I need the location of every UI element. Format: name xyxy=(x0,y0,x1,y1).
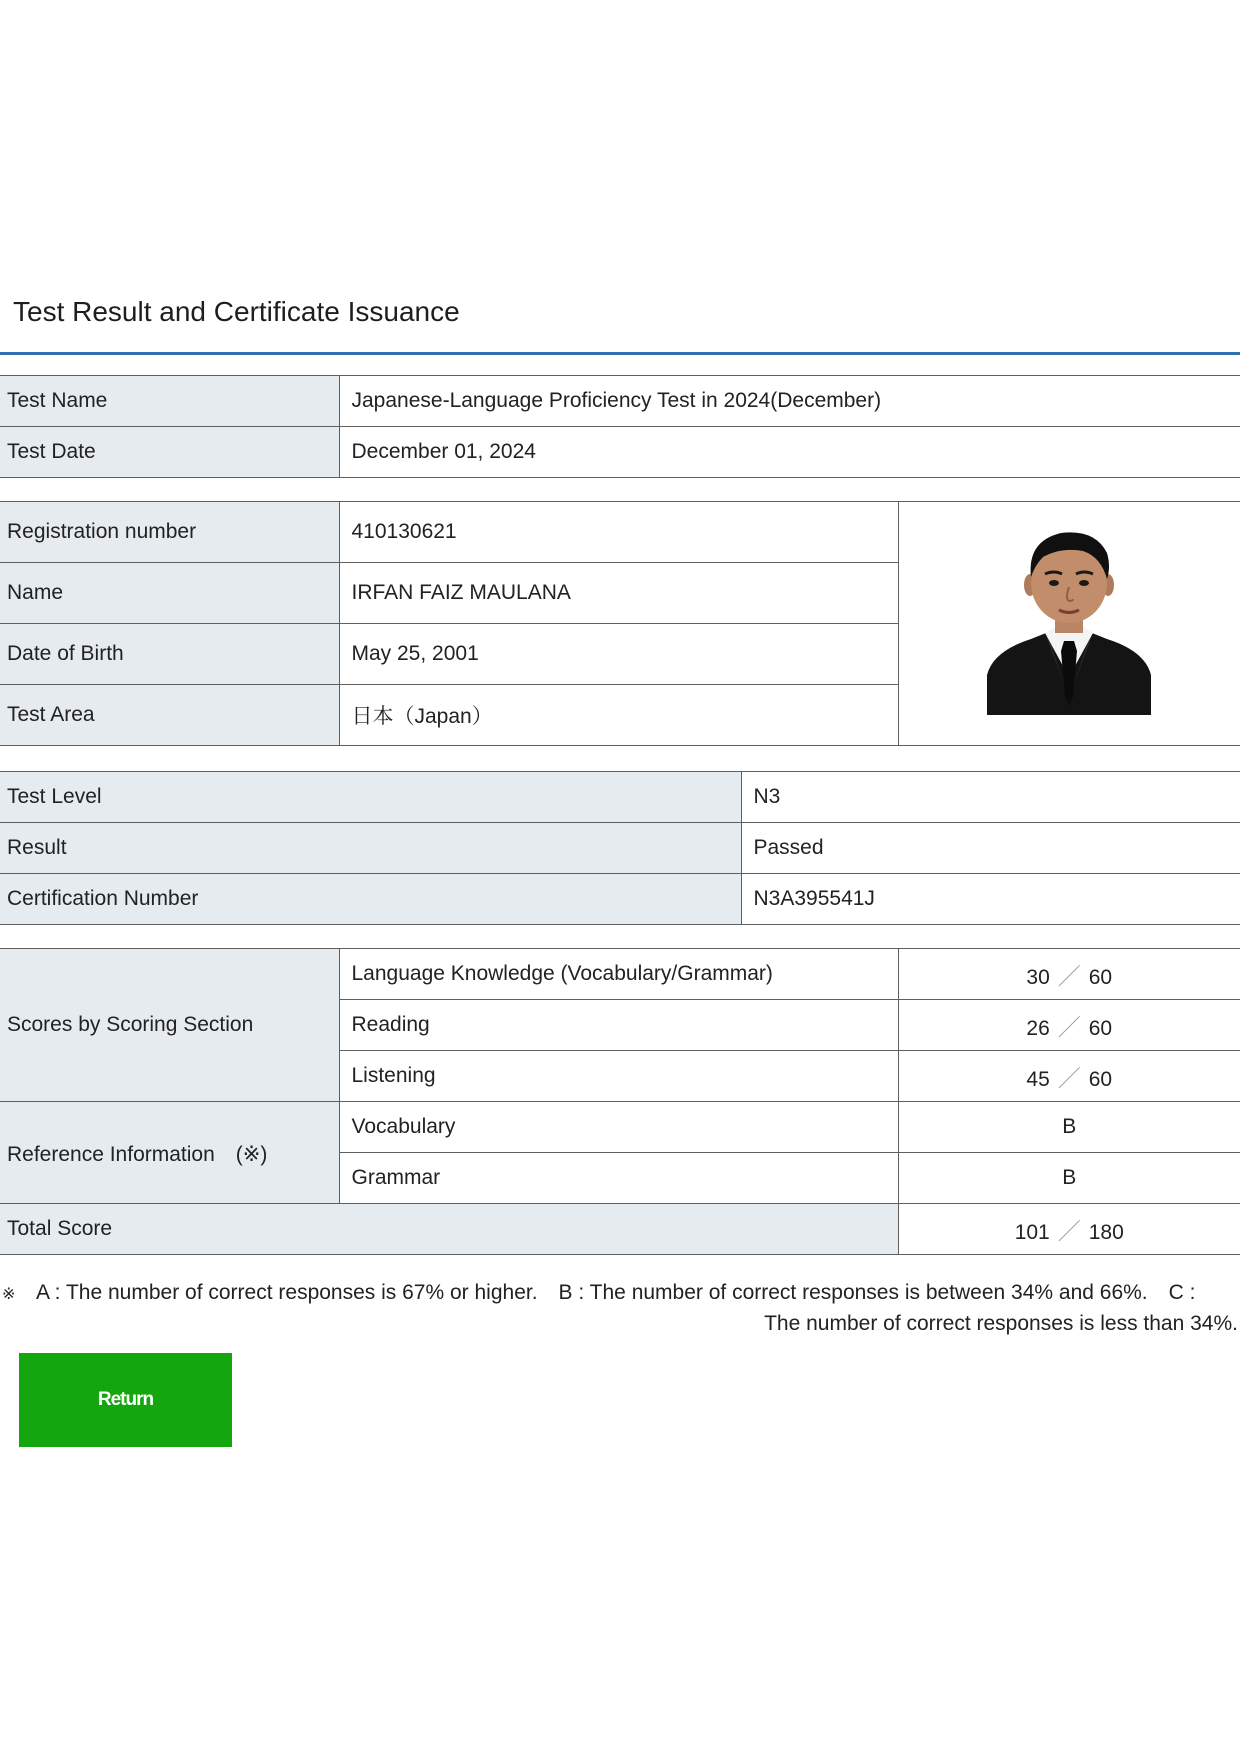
total-max: 180 xyxy=(1088,1220,1124,1244)
test-name-value: Japanese-Language Proficiency Test in 2024(December) xyxy=(339,376,1240,427)
table-row xyxy=(0,823,1240,874)
test-area-label: Test Area xyxy=(0,685,339,746)
test-name-label: Test Name xyxy=(0,376,339,427)
reference-name: Vocabulary xyxy=(339,1102,898,1153)
test-level-value: N3 xyxy=(741,772,1240,823)
registration-number-label: Registration number xyxy=(0,502,339,563)
reference-information-label: Reference Information (※) xyxy=(0,1102,339,1204)
certification-number-value: N3A395541J xyxy=(741,874,1240,925)
test-area-value: 日本（Japan） xyxy=(339,685,898,746)
result-table xyxy=(0,771,1240,925)
table-row xyxy=(0,427,1240,478)
examinee-info-table xyxy=(0,501,1240,746)
footnote-line-1 xyxy=(0,1278,1240,1309)
name-value: IRFAN FAIZ MAULANA xyxy=(339,563,898,624)
registration-number-value: 410130621 xyxy=(339,502,898,563)
section-name: Reading xyxy=(339,1000,898,1051)
title-divider xyxy=(0,352,1240,355)
table-row xyxy=(0,949,1240,1000)
total-score-label: Total Score xyxy=(0,1204,898,1255)
score-value: 30 xyxy=(1026,965,1050,989)
page-title: Test Result and Certificate Issuance xyxy=(13,296,460,327)
test-level-label: Test Level xyxy=(0,772,741,823)
total-score-value xyxy=(898,1204,1240,1255)
score-slash: ／ xyxy=(1057,1064,1081,1091)
score-max: 60 xyxy=(1088,1067,1113,1091)
test-date-label: Test Date xyxy=(0,427,339,478)
total-score: 101 xyxy=(1014,1220,1050,1244)
section-score xyxy=(898,1051,1240,1102)
score-slash: ／ xyxy=(1057,962,1081,989)
reference-grade: B xyxy=(898,1153,1240,1204)
return-button[interactable]: Return xyxy=(19,1353,232,1447)
result-value: Passed xyxy=(741,823,1240,874)
score-slash: ／ xyxy=(1057,1217,1081,1244)
section-name: Listening xyxy=(339,1051,898,1102)
certification-number-label: Certification Number xyxy=(0,874,741,925)
score-max: 60 xyxy=(1088,965,1113,989)
table-row xyxy=(0,502,1240,563)
score-slash: ／ xyxy=(1057,1013,1081,1040)
score-value: 45 xyxy=(1026,1067,1050,1091)
date-of-birth-value: May 25, 2001 xyxy=(339,624,898,685)
table-row xyxy=(0,874,1240,925)
section-score xyxy=(898,949,1240,1000)
test-info-table xyxy=(0,375,1240,478)
reference-name: Grammar xyxy=(339,1153,898,1204)
score-max: 60 xyxy=(1088,1016,1113,1040)
footnote-text-1: A : The number of correct responses is 67% or higher. B : The number of correct responses is between 34% and 66%. C : xyxy=(36,1281,1196,1304)
grade-footnote xyxy=(0,1278,1240,1338)
reference-mark: ※ xyxy=(2,1286,16,1303)
footnote-text-2: The number of correct responses is less than 34%. xyxy=(764,1312,1238,1335)
reference-grade: B xyxy=(898,1102,1240,1153)
name-label: Name xyxy=(0,563,339,624)
examinee-photo-icon xyxy=(987,527,1151,715)
score-value: 26 xyxy=(1026,1016,1050,1040)
table-row xyxy=(0,772,1240,823)
table-row xyxy=(0,1102,1240,1153)
section-name: Language Knowledge (Vocabulary/Grammar) xyxy=(339,949,898,1000)
table-row xyxy=(0,376,1240,427)
scores-by-section-label: Scores by Scoring Section xyxy=(0,949,339,1102)
photo-cell xyxy=(898,502,1240,746)
scores-table xyxy=(0,948,1240,1255)
result-label: Result xyxy=(0,823,741,874)
test-date-value: December 01, 2024 xyxy=(339,427,1240,478)
section-score xyxy=(898,1000,1240,1051)
date-of-birth-label: Date of Birth xyxy=(0,624,339,685)
table-row xyxy=(0,1204,1240,1255)
